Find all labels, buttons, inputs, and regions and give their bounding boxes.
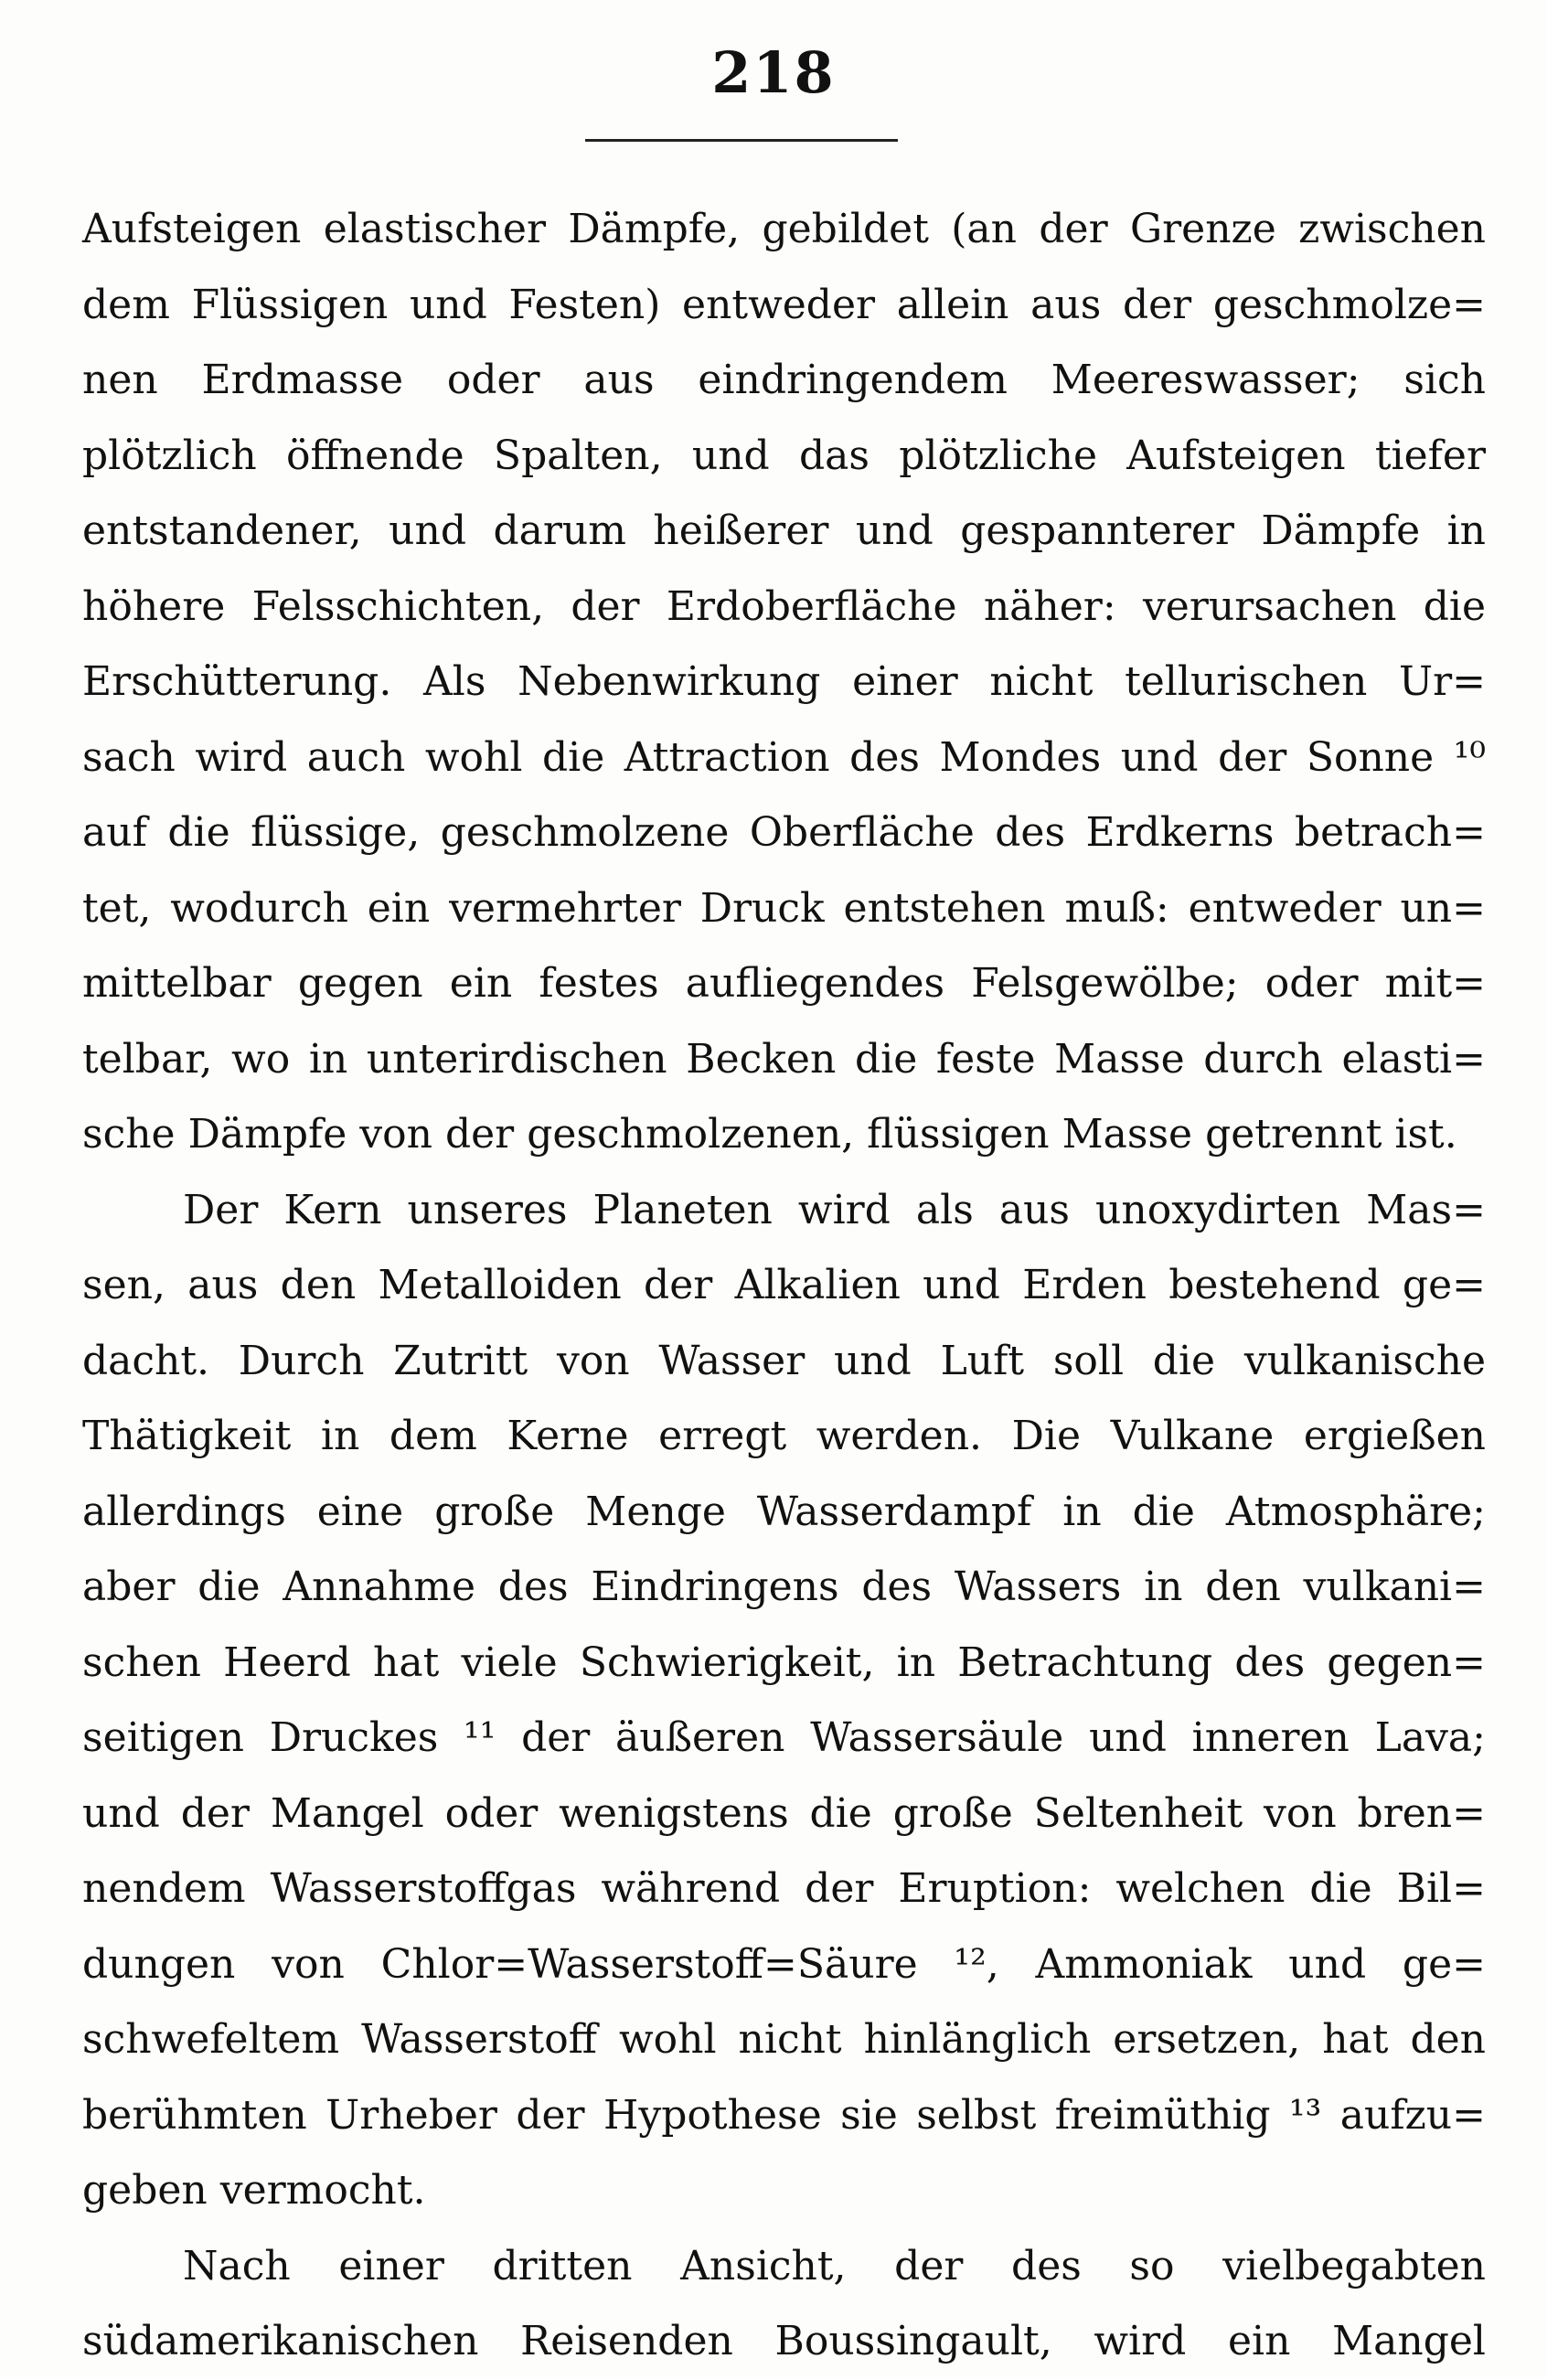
text-line: seitigen Druckes ¹¹ der äußeren Wassersäule und inneren Lava; xyxy=(82,1714,1486,1761)
text-line: mittelbar gegen ein festes aufliegendes Felsgewölbe; oder mit= xyxy=(82,960,1486,1007)
text-line: Aufsteigen elastischer Dämpfe, gebildet (an der Grenze zwischen xyxy=(82,206,1486,252)
text-line: schen Heerd hat viele Schwierigkeit, in Betrachtung des gegen= xyxy=(82,1638,1486,1686)
header-rule xyxy=(585,139,898,142)
body-text xyxy=(82,192,1486,2380)
text-line: schwefeltem Wasserstoff wohl nicht hinlänglich ersetzen, hat den xyxy=(82,2016,1486,2063)
page-number: 218 xyxy=(711,39,836,106)
text-line: plötzlich öffnende Spalten, und das plötzliche Aufsteigen tiefer xyxy=(82,432,1486,479)
text-line: auf die flüssige, geschmolzene Oberfläche des Erdkerns betrach= xyxy=(82,809,1486,856)
text-line: Nach einer dritten Ansicht, der des so vielbegabten xyxy=(183,2242,1486,2289)
text-line: dungen von Chlor=Wasserstoff=Säure ¹², Ammoniak und ge= xyxy=(82,1940,1486,1988)
text-line: entstandener, und darum heißerer und gespannterer Dämpfe in xyxy=(82,507,1486,554)
text-line: sach wird auch wohl die Attraction des Mondes und der Sonne ¹⁰ xyxy=(82,733,1486,781)
text-line: sche Dämpfe von der geschmolzenen, flüssigen Masse getrennt ist. xyxy=(82,1111,1457,1158)
text-line: und der Mangel oder wenigstens die große Seltenheit von bren= xyxy=(82,1789,1486,1837)
text-line: telbar, wo in unterirdischen Becken die feste Masse durch elasti= xyxy=(82,1035,1486,1083)
text-line: Thätigkeit in dem Kerne erregt werden. Die Vulkane ergießen xyxy=(82,1413,1486,1459)
text-line: geben vermocht. xyxy=(82,2167,426,2214)
text-line: höhere Felsschichten, der Erdoberfläche näher: verursachen die xyxy=(82,582,1486,630)
text-line: aber die Annahme des Eindringens des Wassers in den vulkani= xyxy=(82,1564,1486,1610)
text-line: tet, wodurch ein vermehrter Druck entstehen muß: entweder un= xyxy=(82,884,1486,932)
text-line: nendem Wasserstoffgas während der Eruption: welchen die Bil= xyxy=(82,1865,1486,1912)
text-line: nen Erdmasse oder aus eindringendem Meereswasser; sich xyxy=(82,357,1486,403)
text-line: Der Kern unseres Planeten wird als aus unoxydirten Mas= xyxy=(183,1186,1486,1233)
text-line: dacht. Durch Zutritt von Wasser und Luft soll die vulkanische xyxy=(82,1337,1486,1384)
text-line: allerdings eine große Menge Wasserdampf in die Atmosphäre; xyxy=(82,1488,1486,1535)
text-line: dem Flüssigen und Festen) entweder allein aus der geschmolze= xyxy=(82,281,1486,328)
text-line: Erschütterung. Als Nebenwirkung einer nicht tellurischen Ur= xyxy=(82,658,1486,705)
text-line: sen, aus den Metalloiden der Alkalien und Erden bestehend ge= xyxy=(82,1262,1486,1308)
text-line: südamerikanischen Reisenden Boussingault, wird ein Mangel xyxy=(82,2318,1486,2364)
text-line: berühmten Urheber der Hypothese sie selbst freimüthig ¹³ aufzu= xyxy=(82,2091,1486,2139)
